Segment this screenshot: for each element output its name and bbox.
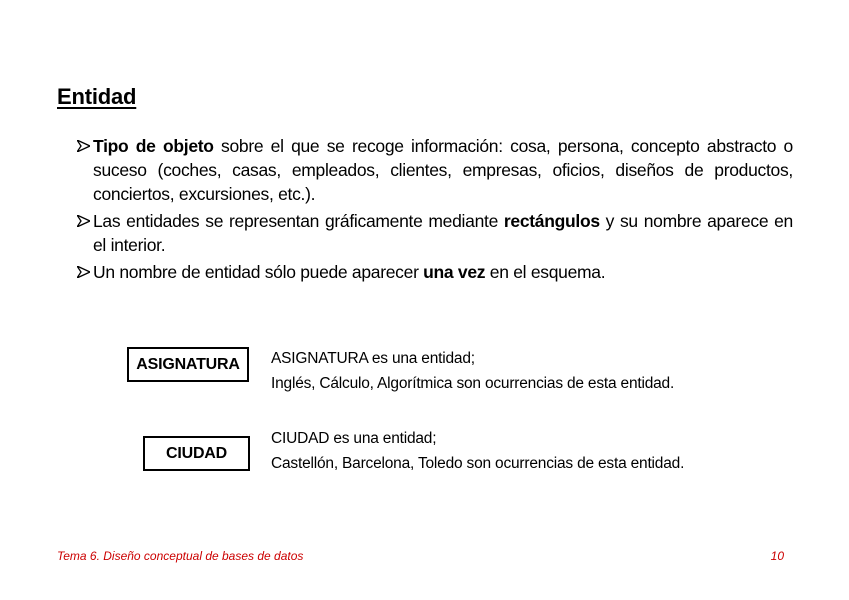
bullet-text-post: sobre el que se recoge información: cosa, persona, concepto abstracto o suceso (coches, casas, empleados, clientes, empresas, oficios, diseños de productos, conciertos, excursiones, etc.). (93, 136, 793, 204)
arrowhead-bullet-icon (77, 209, 93, 233)
entity-rectangle-asignatura (127, 347, 249, 382)
bullet-text-bold: Tipo de objeto (93, 136, 214, 156)
bullet-text-bold: rectángulos (503, 211, 600, 231)
entity-occurrences-line: Inglés, Cálculo, Algorítmica son ocurrencias de esta entidad. (271, 375, 675, 392)
bullet-item (77, 209, 793, 257)
slide-title: Entidad (57, 84, 137, 109)
bullet-text-pre: Un nombre de entidad sólo puede aparecer (93, 262, 424, 282)
bullet-text-post: y su nombre aparece en el interior. (93, 211, 793, 255)
entity-occurrences-line: Castellón, Barcelona, Toledo son ocurrencias de esta entidad. (271, 455, 685, 472)
bullet-item (77, 260, 793, 284)
entity-rectangle-ciudad (143, 436, 250, 471)
bullet-list (77, 134, 793, 287)
arrowhead-bullet-icon (77, 260, 93, 284)
footer-page-number: 10 (770, 549, 784, 563)
footer-course-title: Tema 6. Diseño conceptual de bases de datos (57, 549, 304, 563)
bullet-item (77, 134, 793, 206)
entity-description-line: ASIGNATURA es una entidad; (271, 350, 475, 367)
bullet-text-pre: Las entidades se representan gráficamente mediante (93, 211, 504, 231)
arrowhead-bullet-icon (77, 134, 93, 158)
bullet-text-bold: una vez (423, 262, 486, 282)
entity-name: CIUDAD (165, 444, 228, 462)
entity-name: ASIGNATURA (136, 355, 240, 373)
entity-description (271, 426, 684, 476)
entity-description (271, 346, 674, 396)
entity-description-line: CIUDAD es una entidad; (271, 430, 437, 447)
bullet-text-post: en el esquema. (485, 262, 606, 282)
